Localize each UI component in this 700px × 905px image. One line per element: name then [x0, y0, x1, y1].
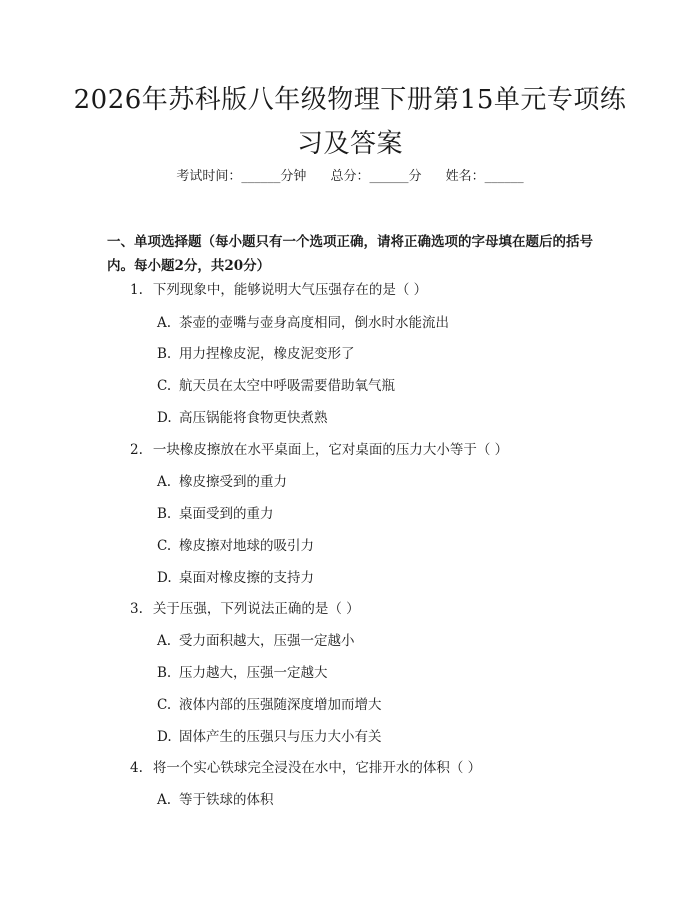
option-text: 橡皮擦受到的重力 [179, 474, 287, 490]
option-letter: B. [157, 346, 172, 362]
question-text: 一块橡皮擦放在水平桌面上，它对桌面的压力大小等于（ ） [152, 442, 509, 458]
option-letter: C. [157, 378, 172, 394]
question-1-option-d [157, 408, 328, 428]
option-text: 茶壶的壶嘴与壶身高度相同，倒水时水能流出 [179, 315, 449, 331]
option-text: 液体内部的压强随深度增加而增大 [179, 697, 382, 713]
question-text: 将一个实心铁球完全浸没在水中，它排开水的体积（ ） [152, 760, 482, 776]
option-text: 固体产生的压强只与压力大小有关 [179, 729, 382, 745]
option-letter: B. [157, 665, 172, 681]
question-1-option-c [157, 376, 395, 396]
question-text: 关于压强，下列说法正确的是（ ） [152, 601, 360, 617]
document-title: 2026年苏科版八年级物理下册第15单元专项练习及答案 [73, 85, 627, 159]
question-number: 3. [130, 601, 143, 617]
question-4-option-a [157, 790, 274, 810]
option-text: 桌面受到的重力 [179, 506, 274, 522]
exam-info-line [0, 168, 700, 186]
option-letter: C. [157, 538, 172, 554]
question-number: 1. [130, 282, 143, 298]
option-letter: D. [157, 729, 172, 745]
question-1-option-a [157, 313, 449, 333]
option-letter: D. [157, 410, 172, 426]
total-score-field: 总分：______分 [330, 169, 422, 184]
section-heading-single-choice: 一、单项选择题（每小题只有一个选项正确，请将正确选项的字母填在题后的括号内。每小题2分，共20分） [107, 234, 593, 274]
option-text: 受力面积越大，压强一定越小 [179, 633, 355, 649]
question-2 [130, 440, 508, 460]
question-3-option-c [157, 695, 382, 715]
option-letter: D. [157, 570, 172, 586]
question-1-option-b [157, 344, 355, 364]
question-number: 4. [130, 760, 143, 776]
question-2-option-d [157, 568, 314, 588]
question-2-option-a [157, 472, 287, 492]
question-2-option-b [157, 504, 274, 524]
option-letter: B. [157, 506, 172, 522]
question-1 [130, 280, 427, 300]
option-text: 压力越大，压强一定越大 [179, 665, 328, 681]
option-letter: C. [157, 697, 172, 713]
question-4 [130, 758, 481, 778]
question-3-option-b [157, 663, 328, 683]
student-name-field: 姓名：______ [445, 169, 524, 184]
option-text: 航天员在太空中呼吸需要借助氧气瓶 [179, 378, 395, 394]
option-text: 橡皮擦对地球的吸引力 [179, 538, 314, 554]
option-text: 高压锅能将食物更快煮熟 [179, 410, 328, 426]
option-letter: A. [157, 474, 172, 490]
question-number: 2. [130, 442, 143, 458]
option-text: 用力捏橡皮泥，橡皮泥变形了 [179, 346, 355, 362]
question-2-option-c [157, 536, 314, 556]
option-letter: A. [157, 633, 172, 649]
question-3-option-a [157, 631, 355, 651]
option-letter: A. [157, 792, 172, 808]
option-letter: A. [157, 315, 172, 331]
exam-time-field: 考试时间：______分钟 [176, 169, 307, 184]
option-text: 桌面对橡皮擦的支持力 [179, 570, 314, 586]
option-text: 等于铁球的体积 [179, 792, 274, 808]
question-text: 下列现象中，能够说明大气压强存在的是（ ） [152, 282, 428, 298]
question-3 [130, 599, 360, 619]
question-3-option-d [157, 727, 382, 747]
